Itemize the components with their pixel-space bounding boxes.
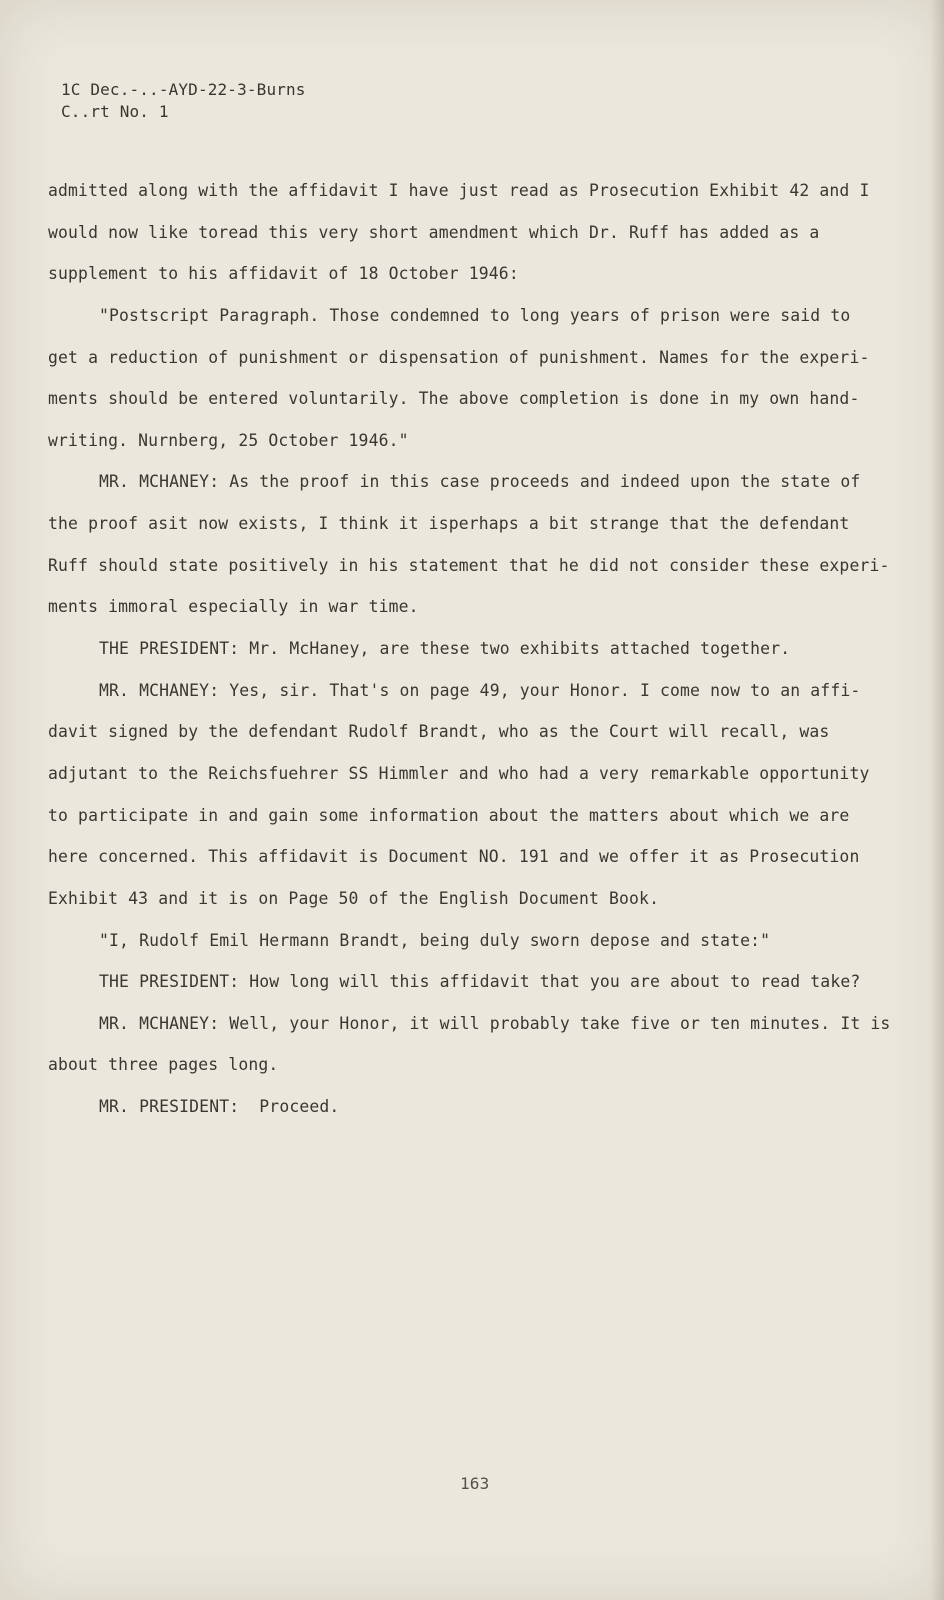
body-line: writing. Nurnberg, 25 October 1946." <box>48 431 409 450</box>
body-line: to participate in and gain some information about the matters about which we are <box>48 806 850 825</box>
page-number: 163 <box>460 1474 490 1493</box>
header-line-2: C..rt No. 1 <box>61 102 169 121</box>
body-line: Ruff should state positively in his statement that he did not consider these experi- <box>48 556 890 575</box>
body-line: here concerned. This affidavit is Document NO. 191 and we offer it as Prosecution <box>48 847 860 866</box>
body-line: MR. PRESIDENT: Proceed. <box>99 1097 340 1116</box>
body-line: MR. MCHANEY: Yes, sir. That's on page 49, your Honor. I come now to an affi- <box>99 681 861 700</box>
body-line: "Postscript Paragraph. Those condemned to long years of prison were said to <box>99 306 851 325</box>
body-line: Exhibit 43 and it is on Page 50 of the English Document Book. <box>48 889 660 908</box>
body-line: ments should be entered voluntarily. The above completion is done in my own hand- <box>48 389 860 408</box>
body-line: the proof asit now exists, I think it isperhaps a bit strange that the defendant <box>48 514 850 533</box>
body-line: MR. MCHANEY: As the proof in this case proceeds and indeed upon the state of <box>99 472 861 491</box>
body-line: THE PRESIDENT: Mr. McHaney, are these two exhibits attached together. <box>99 639 791 658</box>
body-line: MR. MCHANEY: Well, your Honor, it will probably take five or ten minutes. It is <box>99 1014 891 1033</box>
body-line: would now like toread this very short amendment which Dr. Ruff has added as a <box>48 223 820 242</box>
body-line: adjutant to the Reichsfuehrer SS Himmler and who had a very remarkable opportunity <box>48 764 870 783</box>
body-line: davit signed by the defendant Rudolf Brandt, who as the Court will recall, was <box>48 722 830 741</box>
body-line: ments immoral especially in war time. <box>48 597 419 616</box>
body-line: supplement to his affidavit of 18 October 1946: <box>48 264 519 283</box>
header-line-1: 1C Dec.-..-AYD-22-3-Burns <box>61 80 306 99</box>
body-line: about three pages long. <box>48 1055 279 1074</box>
body-line: get a reduction of punishment or dispensation of punishment. Names for the experi- <box>48 348 870 367</box>
body-line: "I, Rudolf Emil Hermann Brandt, being duly sworn depose and state:" <box>99 931 771 950</box>
body-line: THE PRESIDENT: How long will this affidavit that you are about to read take? <box>99 972 861 991</box>
body-line: admitted along with the affidavit I have just read as Prosecution Exhibit 42 and I <box>48 181 870 200</box>
